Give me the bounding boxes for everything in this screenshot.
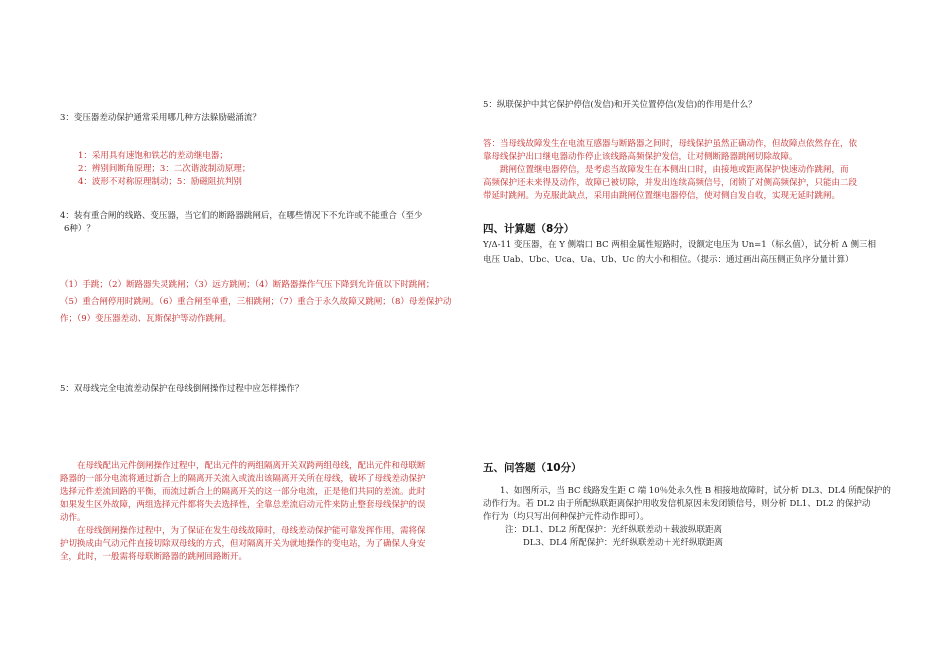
answer-line: （5）重合闸停用时跳闸。（6）重合闸至单重，三相跳闸；（7）重合于永久故障又跳闸；（8）母差保护动 bbox=[60, 297, 452, 307]
body-line: Y/Δ-11 变压器，在 Y 侧端口 BC 两相金属性短路时，设额定电压为 Un=1（标幺值），试分析 Δ 侧三相 bbox=[483, 240, 876, 250]
note-line: DL3、DL4 所配保护：光纤纵联差动＋光纤纵联距离 bbox=[523, 538, 723, 548]
answer-line: 在母线配出元件倒闸操作过程中，配出元件的两组隔离开关双跨两组母线，配出元件和母联断 bbox=[77, 461, 426, 471]
section-4-body bbox=[483, 238, 913, 268]
answer-line: 选择元件差流回路的平衡，而流过新合上的隔离开关的这一部分电流，正是他们共同的差流。此时 bbox=[60, 487, 426, 497]
answer-line: 全，此时，一般需将母联断路器的跳闸回路断开。 bbox=[60, 552, 248, 562]
left-q5-answer bbox=[60, 460, 480, 564]
question-line: 6种）？ bbox=[64, 224, 95, 234]
answer-line: 在母线倒闸操作过程中，为了保证在发生母线故障时，母线差动保护能可靠发挥作用，需将保 bbox=[77, 526, 426, 536]
answer-line: 带延时跳闸。为克服此缺点，采用由跳闸位置继电器停信，使对侧自发自收，实现无延时跳闸。 bbox=[483, 191, 841, 201]
right-q5-answer bbox=[483, 138, 903, 203]
answer-line: 护切换成由气动元件直接切除双母线的方式，但对隔离开关为就地操作的变电站，为了确保人身安 bbox=[60, 539, 426, 549]
answer-line: （1）手跳；（2）断路器失灵跳闸；（3）远方跳闸；（4）断路器操作气压下降到允许值以下时跳闸； bbox=[60, 280, 435, 290]
question-line: 4：装有重合闸的线路、变压器，当它们的断路器跳闸后，在哪些情况下不允许或不能重合（至少 bbox=[60, 211, 423, 221]
left-q3-answer bbox=[78, 150, 250, 189]
answer-line: 靠母线保护出口继电器动作停止该线路高频保护发信，让对侧断路器跳闸切除故障。 bbox=[483, 152, 798, 162]
note-line: 注：DL1、DL2 所配保护：光纤纵联差动＋载波纵联距离 bbox=[505, 525, 722, 535]
body-line: 1、如图所示，当 BC 线路发生距 C 端 10％处永久性 B 相接地故障时，试分析 DL3、DL4 所配保护的 bbox=[500, 486, 891, 496]
body-line: 动作行为。若 DL2 由于所配纵联距离保护用收发信机原因未发闭锁信号，则分析 DL1、DL2 的保护动 bbox=[483, 499, 871, 509]
answer-line: 2：辨别间断角原理；3：二次谐波制动原理； bbox=[78, 164, 251, 174]
left-q4-question bbox=[60, 210, 480, 236]
answer-line: 跳闸位置继电器停信，是考虑当故障发生在本侧出口时，由接地或距离保护快速动作跳闸，而 bbox=[500, 165, 849, 175]
answer-line: 4：波形不对称原理制动；5：励磁阻抗判别 bbox=[78, 177, 242, 187]
section-5-title: 五、问答题（10分） bbox=[483, 462, 582, 474]
answer-line: 作；（9）变压器差动、瓦斯保护等动作跳闸。 bbox=[60, 314, 232, 324]
answer-line: 高频保护还未来得及动作，故障已被切除，并发出连续高频信号，闭锁了对侧高频保护，只能由二段 bbox=[483, 178, 858, 188]
body-line: 电压 Uab、Ubc、Uca、Ua、Ub、Uc 的大小和相位。（提示：通过画出高压侧正负序分量计算） bbox=[483, 255, 854, 265]
answer-line: 动作。 bbox=[60, 513, 86, 523]
body-line: 作行为（均只写出何种保护元件动作即可）。 bbox=[483, 512, 649, 522]
answer-line: 1：采用具有速饱和铁芯的差动继电器； bbox=[78, 151, 228, 161]
answer-line: 如果发生区外故障，两组选择元件都将失去选择性，全靠总差流启动元件来防止整套母线保护的误 bbox=[60, 500, 426, 510]
section-5-body bbox=[483, 485, 913, 550]
answer-line: 路器的一部分电流将通过新合上的隔离开关流入或流出该隔离开关所在母线，破坏了母线差动保护 bbox=[60, 474, 426, 484]
section-4-title: 四、计算题（8分） bbox=[483, 223, 575, 235]
right-q5-question: 5：纵联保护中其它保护停信(发信)和开关位置停信(发信)的作用是什么？ bbox=[483, 100, 757, 110]
left-q5-question: 5：双母线完全电流差动保护在母线倒闸操作过程中应怎样操作？ bbox=[60, 384, 304, 394]
left-q3-question: 3：变压器差动保护通常采用哪几种方法躲励磁涌流？ bbox=[60, 113, 261, 123]
left-q4-answer bbox=[60, 277, 480, 328]
answer-line: 答：当母线故障发生在电流互感器与断路器之间时，母线保护虽然正确动作，但故障点依然存在，依 bbox=[483, 139, 858, 149]
